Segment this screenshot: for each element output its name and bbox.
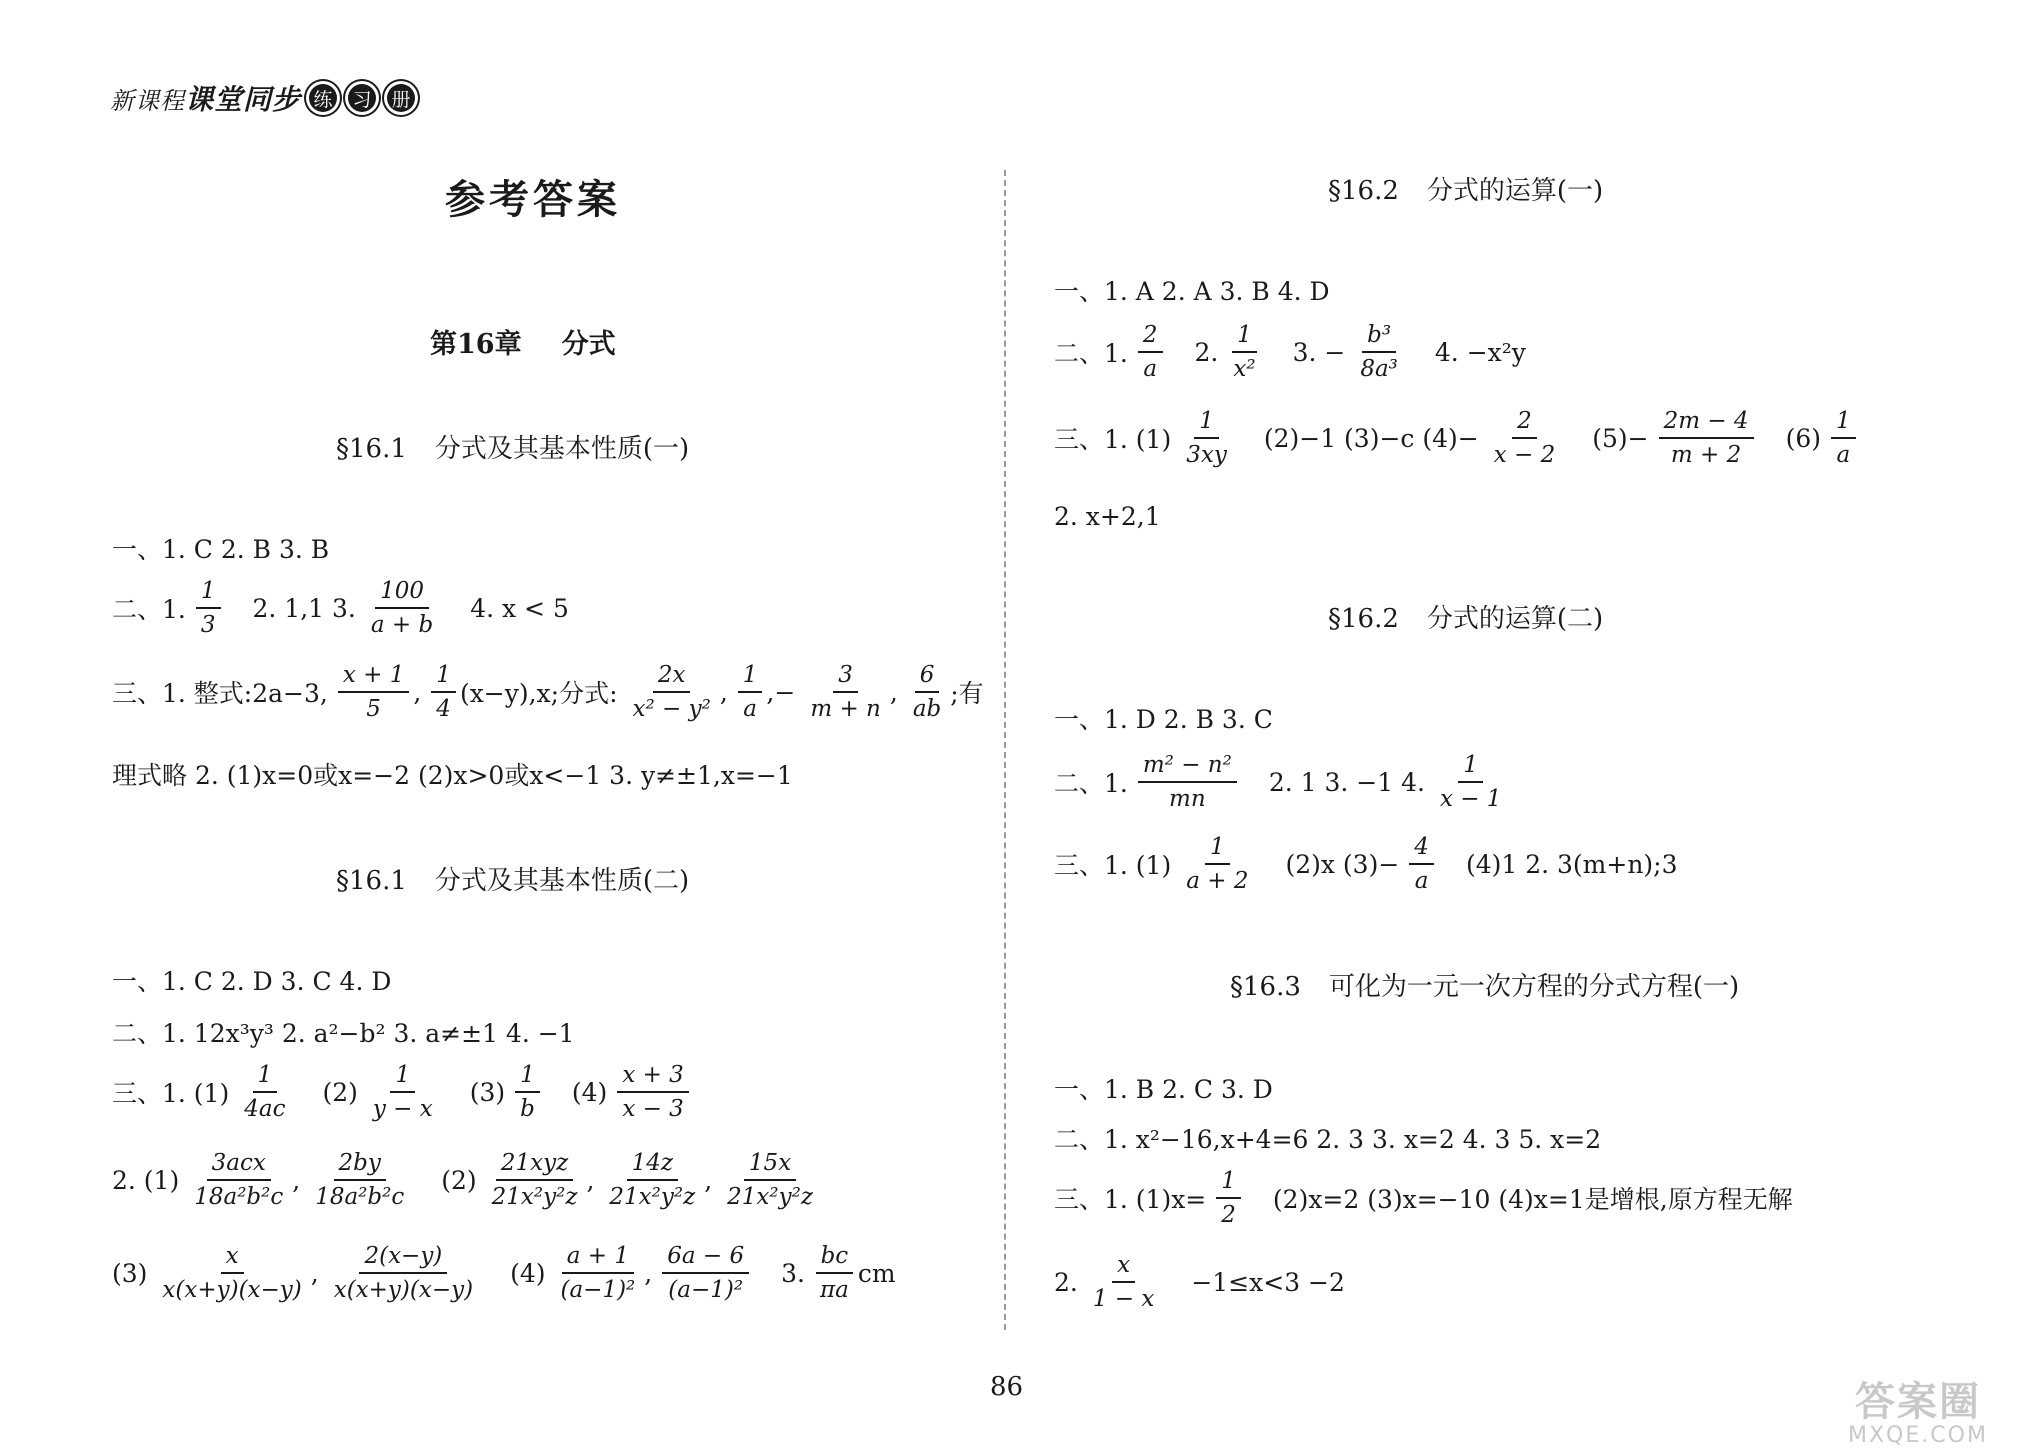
fraction: $\frac{15x}{\text{21x²y²z}}$: [727, 1150, 813, 1211]
answer-line: 理式略 2. (1)x=0或x=−2 (2)x>0或x<−1 3. y≠±1,x=−1: [112, 761, 793, 790]
answer-line: 二、1. $\frac{2}{a}$ 2. $\frac{1}{\text{x²}}$ 3. − $\frac{\text{b³}}{\text{8a³}}$ 4. −x²y: [1054, 322, 1526, 383]
section-name: 分式及其基本性质(二): [434, 866, 690, 896]
section-number: §16.1: [336, 434, 407, 464]
fraction: $\frac{1}{3}$: [196, 578, 221, 639]
section-heading: [336, 428, 689, 465]
section-heading: [1328, 170, 1603, 207]
fraction: $\frac{x + 3}{x - 3}$: [617, 1062, 689, 1123]
fraction: $\frac{1}{\text{x²}}$: [1233, 322, 1256, 383]
answer-line: 二、1. $\frac{\text{m² − n²}}{mn}$ 2. 1 3. −1 4. $\frac{1}{x - 1}$: [1054, 752, 1510, 813]
fraction: $\frac{\text{m² − n²}}{mn}$: [1138, 752, 1237, 813]
section-heading: [1328, 598, 1603, 635]
watermark-logo: [1848, 1370, 1988, 1448]
fraction: $\frac{2m - 4}{m + 2}$: [1659, 408, 1754, 469]
page-title: 参考答案: [445, 176, 621, 223]
fraction: $\frac{1}{3xy}$: [1186, 408, 1227, 469]
answer-line: 一、1. C 2. D 3. C 4. D: [112, 967, 392, 996]
fraction: $\frac{\text{b³}}{\text{8a³}}$: [1360, 322, 1398, 383]
answer-line: 三、1. (1)x= $\frac{1}{2}$ (2)x=2 (3)x=−10 (4)x=1是增根,原方程无解: [1054, 1168, 1793, 1229]
answer-line: 三、1. 整式:2a−3, $\frac{x + 1}{5}$ , $\frac{1}{4}$ (x−y),x;分式: $\frac{2x}{\text{x² − y²}}$ , $\frac{1}{a}$ ,− $\frac{3}{m + n}$ , $\frac{6}{ab}$ ;有: [112, 662, 984, 723]
fraction: $\frac{1}{a}$: [1831, 408, 1856, 469]
answer-line: 三、1. (1) $\frac{1}{4ac}$ (2) $\frac{1}{y - x}$ (3) $\frac{1}{b}$ (4) $\frac{x + 3}{x - 3}$: [112, 1062, 693, 1123]
fraction: $\frac{1}{4}$: [431, 662, 456, 723]
header-circle-3: 册: [384, 81, 418, 115]
fraction: $\frac{\text{3acx}}{\text{18a²b²c}}$: [194, 1150, 284, 1211]
fraction: $\frac{2}{x - 2}$: [1493, 408, 1556, 469]
book-header: [110, 78, 418, 118]
header-brand: 新课程: [110, 86, 185, 115]
answer-line: 二、1. $\frac{1}{3}$ 2. 1,1 3. $\frac{100}{a + b}$ 4. x < 5: [112, 578, 569, 639]
answer-line: 一、1. B 2. C 3. D: [1054, 1075, 1273, 1104]
chapter-name: 分式: [561, 329, 616, 360]
answer-line: 一、1. A 2. A 3. B 4. D: [1054, 277, 1330, 306]
answer-line: 一、1. C 2. B 3. B: [112, 535, 330, 564]
answer-line: 三、1. (1) $\frac{1}{3xy}$ (2)−1 (3)−c (4)− $\frac{2}{x - 2}$ (5)− $\frac{2m - 4}{m + 2}$ (6) $\frac{1}{a}$: [1054, 408, 1860, 469]
section-name: 分式的运算(一): [1426, 176, 1604, 206]
fraction: $\frac{1}{a}$: [738, 662, 763, 723]
watermark-text: 答案圈: [1854, 1379, 1981, 1425]
section-number: §16.3: [1230, 972, 1301, 1002]
fraction: $\frac{1}{x - 1}$: [1439, 752, 1502, 813]
fraction: $\frac{1}{y - x}$: [372, 1062, 433, 1123]
answer-line: 二、1. x²−16,x+4=6 2. 3 3. x=2 4. 3 5. x=2: [1054, 1125, 1602, 1154]
fraction: $\frac{2x}{\text{x² − y²}}$: [632, 662, 711, 723]
fraction: $\frac{1}{a + 2}$: [1186, 834, 1249, 895]
chapter-heading: [430, 322, 616, 361]
fraction: $\frac{14z}{\text{21x²y²z}}$: [609, 1150, 696, 1211]
fraction: $\frac{x}{1 - x}$: [1092, 1252, 1155, 1313]
fraction: $\frac{4}{a}$: [1409, 834, 1434, 895]
answer-line: (3) $\frac{x}{x(x+y)(x-y)}$ , $\frac{2(x-y)}{x(x+y)(x-y)}$ (4) $\frac{a + 1}{\text{(a−1)²}}$ , $\frac{6a - 6}{\text{(a−1)²}}$ 3. $\frac{bc}{\pi a}$ cm: [112, 1243, 896, 1304]
chapter-number: 第16章: [430, 329, 522, 360]
section-name: 可化为一元一次方程的分式方程(一): [1328, 972, 1740, 1002]
answer-line: 二、1. 12x³y³ 2. a²−b² 3. a≠±1 4. −1: [112, 1019, 575, 1048]
fraction: $\frac{2by}{\text{18a²b²c}}$: [315, 1150, 405, 1211]
section-number: §16.2: [1328, 604, 1399, 634]
fraction: $\frac{3}{m + n}$: [810, 662, 881, 723]
fraction: $\frac{1}{4ac}$: [244, 1062, 286, 1123]
fraction: $\frac{1}{b}$: [515, 1062, 540, 1123]
fraction: $\frac{6}{ab}$: [912, 662, 942, 723]
fraction: $\frac{bc}{\pi a}$: [815, 1243, 854, 1304]
fraction: $\frac{2}{a}$: [1138, 322, 1163, 383]
watermark-url: MXQE.COM: [1848, 1423, 1988, 1448]
section-heading: [1230, 966, 1739, 1003]
answer-line: 三、1. (1) $\frac{1}{a + 2}$ (2)x (3)− $\frac{4}{a}$ (4)1 2. 3(m+n);3: [1054, 834, 1678, 895]
fraction: $\frac{x + 1}{5}$: [338, 662, 410, 723]
fraction: $\frac{2(x-y)}{x(x+y)(x-y)}$: [333, 1243, 474, 1304]
answer-line: 2. $\frac{x}{1 - x}$ −1≤x<3 −2: [1054, 1252, 1345, 1313]
header-circle-2: 习: [345, 81, 379, 115]
fraction: $\frac{100}{a + b}$: [370, 578, 434, 639]
column-divider: [1004, 170, 1006, 1330]
header-brand-bold: 课堂同步: [185, 83, 302, 116]
fraction: $\frac{a + 1}{\text{(a−1)²}}$: [560, 1243, 636, 1304]
section-heading: [336, 860, 689, 897]
section-number: §16.1: [336, 866, 407, 896]
answer-line: 2. (1) $\frac{\text{3acx}}{\text{18a²b²c}}$ , $\frac{2by}{\text{18a²b²c}}$ (2) $\frac{\text{21xyz}}{\text{21x²y²z}}$ , $\frac{14z}{\text{21x²y²z}}$ , $\frac{15x}{\text{21x²y²z}}$: [112, 1150, 822, 1211]
section-number: §16.2: [1328, 176, 1399, 206]
answer-line: 一、1. D 2. B 3. C: [1054, 705, 1273, 734]
fraction: $\frac{x}{x(x+y)(x-y)}$: [162, 1243, 302, 1304]
section-name: 分式及其基本性质(一): [434, 434, 690, 464]
section-name: 分式的运算(二): [1426, 604, 1604, 634]
fraction: $\frac{1}{2}$: [1216, 1168, 1241, 1229]
header-circle-1: 练: [306, 81, 340, 115]
answer-line: 2. x+2,1: [1054, 502, 1161, 531]
page-number: 86: [990, 1372, 1024, 1402]
fraction: $\frac{\text{21xyz}}{\text{21x²y²z}}$: [491, 1150, 578, 1211]
fraction: $\frac{6a - 6}{\text{(a−1)²}}$: [662, 1243, 749, 1304]
